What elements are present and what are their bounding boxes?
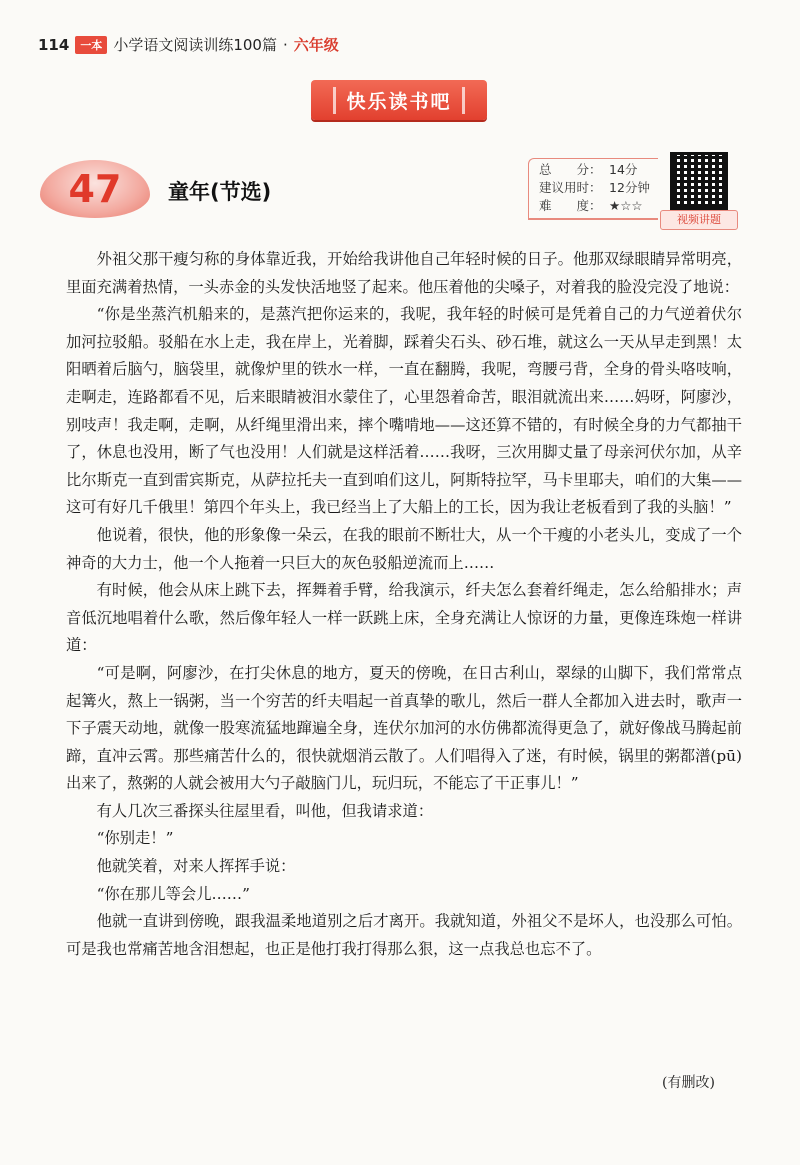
lesson-title: 童年(节选) — [168, 180, 272, 204]
page-number: 114 — [38, 35, 70, 54]
paragraph: 他就一直讲到傍晚，跟我温柔地道别之后才离开。我就知道，外祖父不是坏人，也没那么可怕。可是我也常痛苦地含泪想起，也正是他打我打得那么狠，这一点我总也忘不了。 — [66, 912, 742, 958]
article-body — [66, 246, 742, 963]
difficulty-row — [539, 197, 658, 215]
paragraph: 外祖父那干瘦匀称的身体靠近我，开始给我讲他自己年轻时候的日子。他那双绿眼睛异常明亮，里面充满着热情，一头赤金的头发快活地竖了起来。他压着他的尖嗓子，对着我的脸没完没了地说： — [66, 250, 742, 296]
info-arrow-line — [528, 218, 658, 220]
title-separator: · — [282, 35, 288, 54]
difficulty-label: 难 度： — [539, 198, 602, 213]
total-score-value: 14分 — [609, 162, 638, 177]
total-score-row — [539, 161, 658, 179]
total-score-label: 总 分： — [539, 162, 602, 177]
paragraph: 有人几次三番探头往屋里看，叫他，但我请求道： — [96, 801, 434, 820]
paragraph: “你在那儿等会儿……” — [96, 884, 250, 903]
grade-label: 六年级 — [293, 36, 339, 54]
paragraph: “你是坐蒸汽机船来的，是蒸汽把你运来的，我呢，我年轻的时候可是凭着自己的力气逆着伏尔加河拉驳船。驳船在水上走，我在岸上，光着脚，踩着尖石头、砂石堆，就这么一天从早走到黑！太阳晒着后脑勺，脑袋里，就像炉里的铁水一样，一直在翻腾，我呢，弯腰弓背，全身的骨头咯吱响，走啊走，连路都看不见，后来眼睛被泪水蒙住了，心里怨着命苦，眼泪就流出来……妈呀，阿廖沙，别吱声！我走啊，走啊，从纤绳里滑出来，摔个嘴啃地——这还算不错的，有时候全身的力气都抽干了，休息也没用，断了气也没用！人们就是这样活着……我呀，三次用脚丈量了母亲河伏尔加，从辛比尔斯克一直到雷宾斯克，从萨拉托夫一直到咱们这儿，阿斯特拉罕，马卡里耶夫，咱们的大集——这可有好几千俄里！第四个年头上，我已经当上了大船上的工长，因为我让老板看到了我的头脑！” — [66, 305, 742, 517]
page-header — [38, 34, 339, 55]
book-title: 小学语文阅读训练100篇 — [113, 36, 277, 54]
paragraph: 有时候，他会从床上跳下去，挥舞着手臂，给我演示，纤夫怎么套着纤绳走，怎么给船排水；声音低沉地唱着什么歌，然后像年轻人一样一跃跳上床，全身充满让人惊讶的力量，更像连珠炮一样讲道： — [66, 581, 742, 655]
source-note: (有删改) — [662, 1075, 715, 1091]
lesson-number-badge — [40, 160, 150, 218]
section-banner-label: 快乐读书吧 — [333, 87, 464, 114]
score-info-box — [528, 158, 658, 220]
lesson-number: 47 — [68, 167, 122, 211]
paragraph: 他说着，很快，他的形象像一朵云，在我的眼前不断壮大，从一个干瘦的小老头儿，变成了一个神奇的大力士，他一个人拖着一只巨大的灰色驳船逆流而上…… — [66, 525, 742, 572]
brand-logo: 一本 — [75, 36, 107, 54]
paragraph: “你别走！” — [96, 829, 174, 848]
time-value: 12分钟 — [609, 180, 650, 195]
video-explain-button[interactable]: 视频讲题 — [660, 210, 738, 230]
paragraph: “可是啊，阿廖沙，在打尖休息的地方，夏天的傍晚，在日古利山，翠绿的山脚下，我们常常点起篝火，熬上一锅粥，当一个穷苦的纤夫唱起一首真挚的歌儿，然后一群人全都加入进去时，歌声一下子震天动地，就像一股寒流猛地蹿遍全身，连伏尔加河的水仿佛都流得更急了，就好像战马腾起前蹄，直冲云霄。那些痛苦什么的，很快就烟消云散了。人们唱得入了迷，有时候，锅里的粥都潽(pū)出来了，熬粥的人就会被用大勺子敲脑门儿，玩归玩，不能忘了干正事儿！” — [66, 663, 742, 793]
section-banner — [311, 80, 487, 120]
paragraph: 他就笑着，对来人挥挥手说： — [96, 857, 296, 876]
difficulty-stars: ★☆☆ — [609, 198, 643, 213]
time-label: 建议用时： — [539, 180, 602, 195]
qr-code-icon[interactable] — [670, 152, 728, 210]
time-row — [539, 179, 658, 197]
